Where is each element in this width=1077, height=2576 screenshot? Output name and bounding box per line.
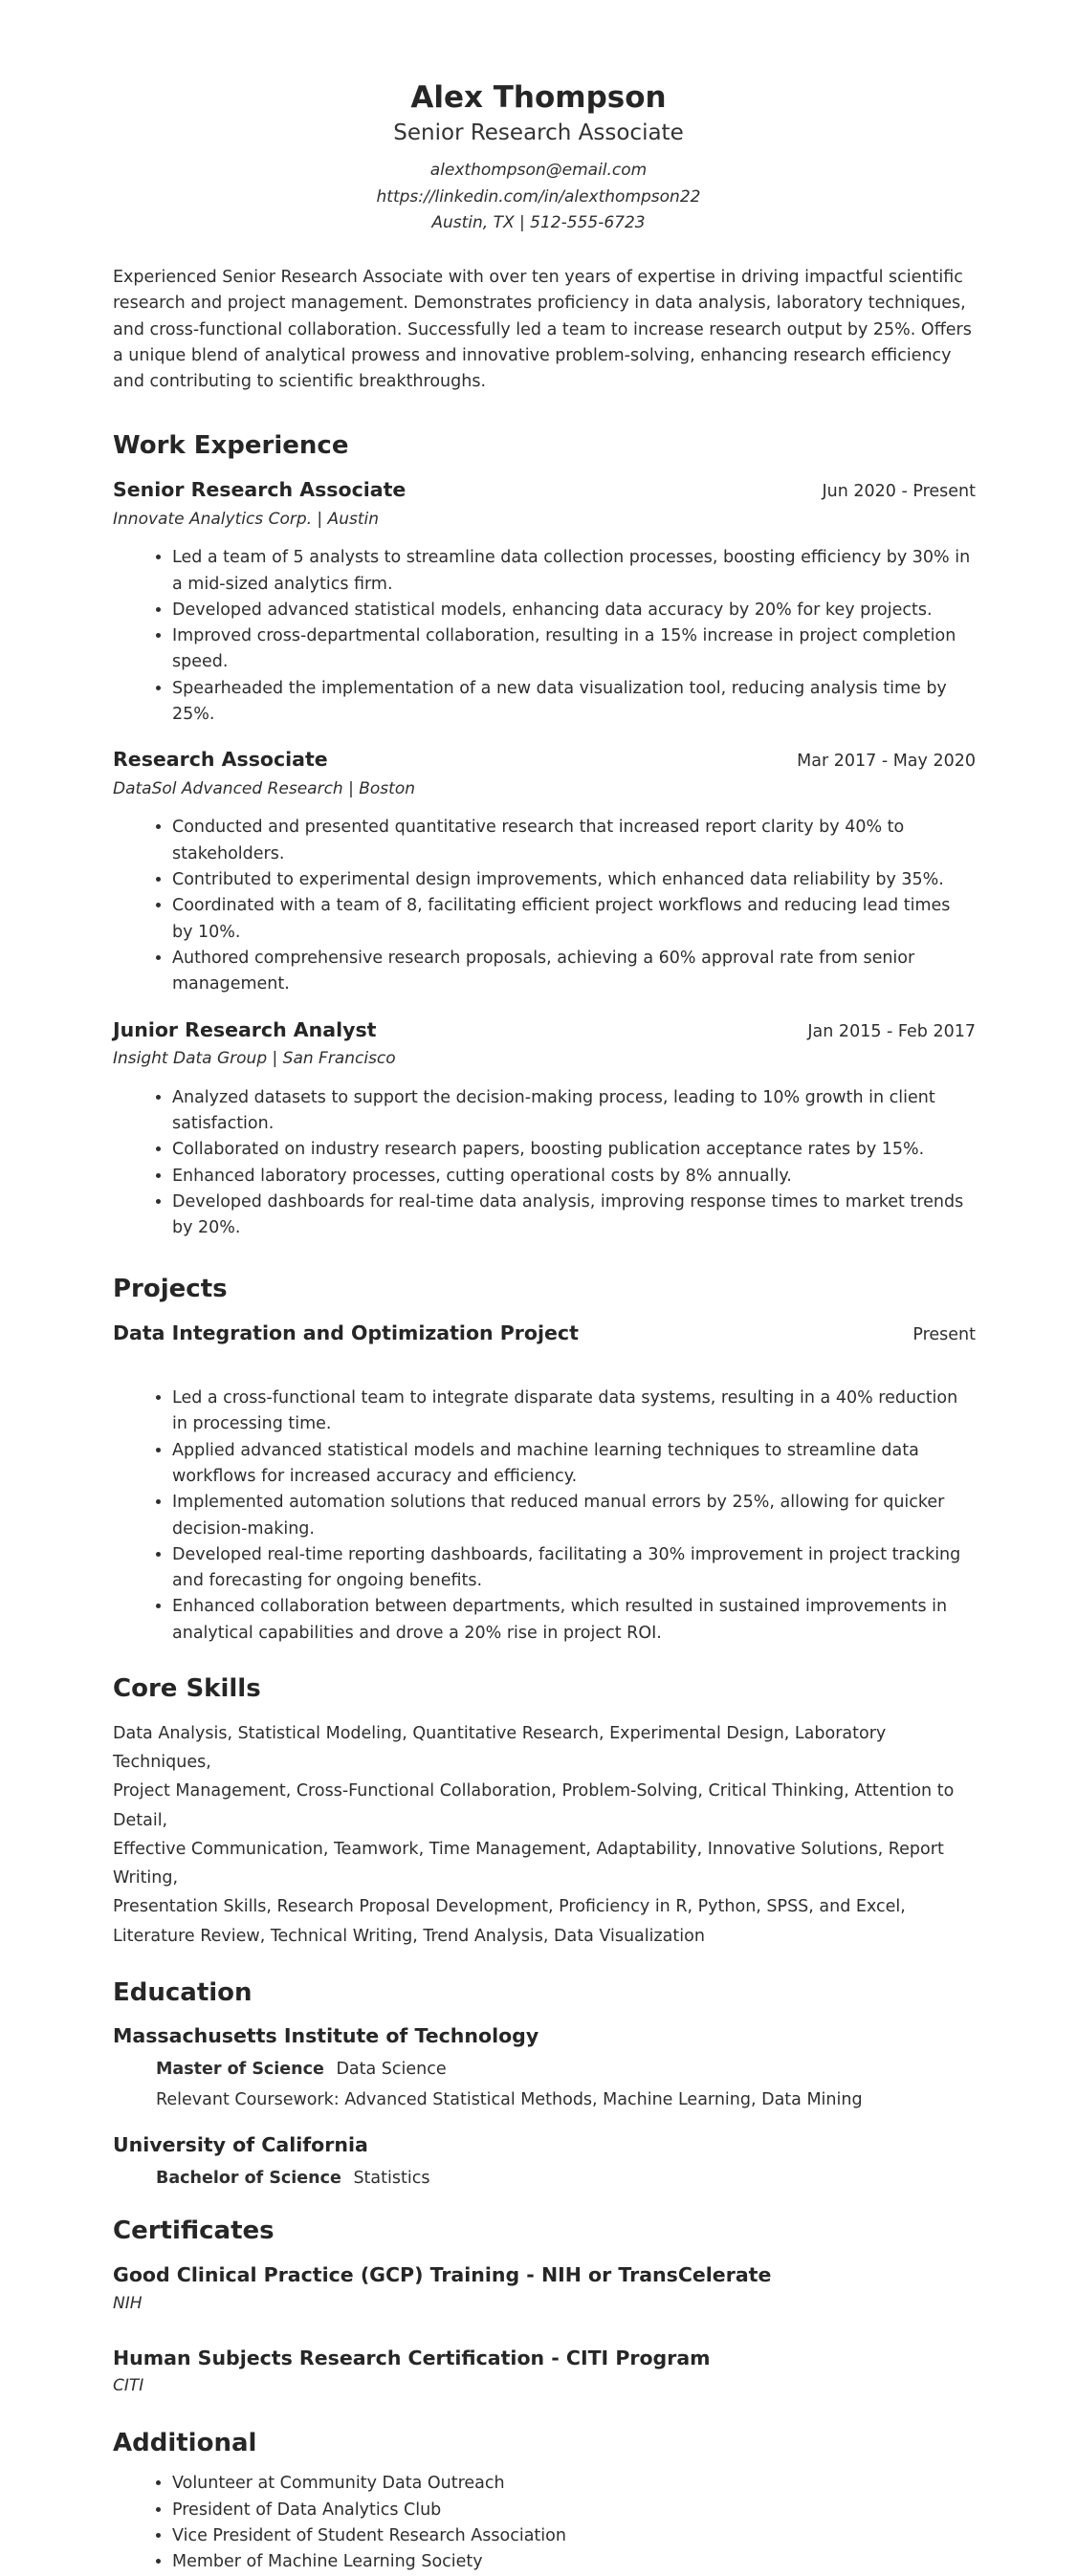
job-company: Innovate Analytics Corp. | Austin [113,509,379,529]
contact-email[interactable]: alexthompson@email.com [429,161,648,181]
section-heading-education: Education [113,1977,253,2007]
job-title: Senior Research Associate [113,478,407,502]
skills-list [113,1719,976,1951]
job-entry [113,475,976,728]
certificate-name: Human Subjects Research Certification - CITI Program [113,2346,711,2369]
bullet-item: • Authored comprehensive research proposals, achieving a 60% approval rate from senior management. [172,946,976,998]
contact-location-phone: Austin, TX | 512-555-6723 [431,212,646,232]
certificate-issuer: CITI [113,2376,144,2396]
section-heading-additional: Additional [113,2428,257,2457]
job-title: Research Associate [113,748,328,772]
additional-list [113,2471,976,2575]
projects-section [113,1274,976,1647]
bullet-item: • Led a team of 5 analysts to streamline data collection processes, boosting efficiency by 30% in a mid-sized analytics firm. [172,545,976,598]
certificate-issuer: NIH [113,2294,143,2314]
bullet-item: • Developed advanced statistical models, enhancing data accuracy by 20% for key projects. [172,598,976,623]
job-entry [113,745,976,997]
section-heading-skills: Core Skills [113,1673,261,1703]
education-coursework: Relevant Coursework: Advanced Statistical Methods, Machine Learning, Data Mining [156,2089,863,2109]
summary-paragraph: Experienced Senior Research Associate with over ten years of expertise in driving impactful scientific research and project management. Demonstrates proficiency in data analysis, laboratory techniques, and cross-functional collaboration. Successfully led a team to increase research output by 25%. Offers a unique blend of analytical prowess and innovative problem-solving, enhancing research efficiency and contributing to scientific breakthroughs. [113,267,972,392]
work-experience-section [113,430,976,1241]
project-bullets [113,1386,976,1647]
bullet-item: • Enhanced laboratory processes, cutting operational costs by 8% annually. [172,1164,976,1190]
candidate-title: Senior Research Associate [393,120,684,146]
bullet-item: • Conducted and presented quantitative research that increased report clarity by 40% to stakeholders. [172,815,976,867]
bullet-item: • Enhanced collaboration between departments, which resulted in sustained improvements in analytical capabilities and drove a 20% rise in project ROI. [172,1594,976,1647]
section-heading-projects: Projects [113,1275,228,1304]
certificates-section [113,2216,976,2399]
certificate-entry [113,2260,976,2316]
bullet-item: • Analyzed datasets to support the decision-making process, leading to 10% growth in client satisfaction. [172,1085,976,1138]
section-heading-certificates: Certificates [113,2216,275,2245]
job-bullets [113,545,976,728]
job-bullets [113,815,976,997]
job-date: Jun 2020 - Present [822,482,976,502]
education-degree-line [113,2166,976,2192]
bullet-item: • Coordinated with a team of 8, facilitating efficient project workflows and reducing lead times by 10%. [172,893,976,946]
education-school: Massachusetts Institute of Technology [113,2023,539,2047]
job-date: Jan 2015 - Feb 2017 [807,1021,976,1041]
bullet-item: • Applied advanced statistical models and machine learning techniques to streamline data workflows for increased accuracy and efficiency. [172,1438,976,1491]
skills-line: Effective Communication, Teamwork, Time Management, Adaptability, Innovative Solutions, Report Writing, [113,1839,944,1888]
bullet-item: • Spearheaded the implementation of a new data visualization tool, reducing analysis time by 25%. [172,676,976,729]
education-degree-line [113,2057,976,2083]
additional-item: • President of Data Analytics Club [172,2498,976,2523]
project-date: Present [912,1325,976,1345]
additional-item: • Member of Machine Learning Society [172,2549,976,2575]
project-title: Data Integration and Optimization Project [113,1321,579,1345]
bullet-item: • Developed dashboards for real-time data analysis, improving response times to market trends by 20%. [172,1190,976,1242]
education-degree: Master of Science [156,2060,324,2080]
bullet-item: • Contributed to experimental design improvements, which enhanced data reliability by 35%. [172,867,976,893]
skills-line: Literature Review, Technical Writing, Trend Analysis, Data Visualization [113,1926,705,1946]
skills-section [113,1673,976,1951]
candidate-name: Alex Thompson [410,80,667,115]
job-title: Junior Research Analyst [113,1017,377,1041]
skills-line: Project Management, Cross-Functional Collaboration, Problem-Solving, Critical Thinking, Attention to Detail, [113,1781,955,1830]
education-degree: Bachelor of Science [156,2169,341,2189]
education-school: University of California [113,2132,368,2156]
skills-line: Presentation Skills, Research Proposal Development, Proficiency in R, Python, SPSS, and Excel, [113,1897,906,1917]
education-field: Statistics [353,2169,430,2189]
bullet-item: • Developed real-time reporting dashboards, facilitating a 30% improvement in project tracking and forecasting for ongoing benefits. [172,1542,976,1595]
resume-header [101,78,976,236]
education-section [113,1977,976,2193]
job-entry [113,1015,976,1242]
certificate-entry [113,2344,976,2399]
section-heading-work: Work Experience [113,431,349,461]
contact-linkedin[interactable]: https://linkedin.com/in/alexthompson22 [376,186,701,207]
skills-line: Data Analysis, Statistical Modeling, Quantitative Research, Experimental Design, Laboratory Techniques, [113,1723,887,1773]
additional-item: • Vice President of Student Research Association [172,2523,976,2549]
job-date: Mar 2017 - May 2020 [797,752,976,772]
project-entry [113,1319,976,1647]
bullet-item: • Collaborated on industry research papers, boosting publication acceptance rates by 15%. [172,1137,976,1163]
education-field: Data Science [336,2060,447,2080]
additional-item: • Volunteer at Community Data Outreach [172,2471,976,2497]
additional-section [113,2428,976,2576]
job-company: DataSol Advanced Research | Boston [113,779,415,799]
certificate-name: Good Clinical Practice (GCP) Training - NIH or TransCelerate [113,2263,772,2287]
job-company: Insight Data Group | San Francisco [113,1049,396,1069]
bullet-item: • Led a cross-functional team to integrate disparate data systems, resulting in a 40% reduction in processing time. [172,1386,976,1438]
bullet-item: • Improved cross-departmental collaboration, resulting in a 15% increase in project completion speed. [172,623,976,676]
bullet-item: • Implemented automation solutions that reduced manual errors by 25%, allowing for quicker decision-making. [172,1490,976,1542]
job-bullets [113,1085,976,1242]
